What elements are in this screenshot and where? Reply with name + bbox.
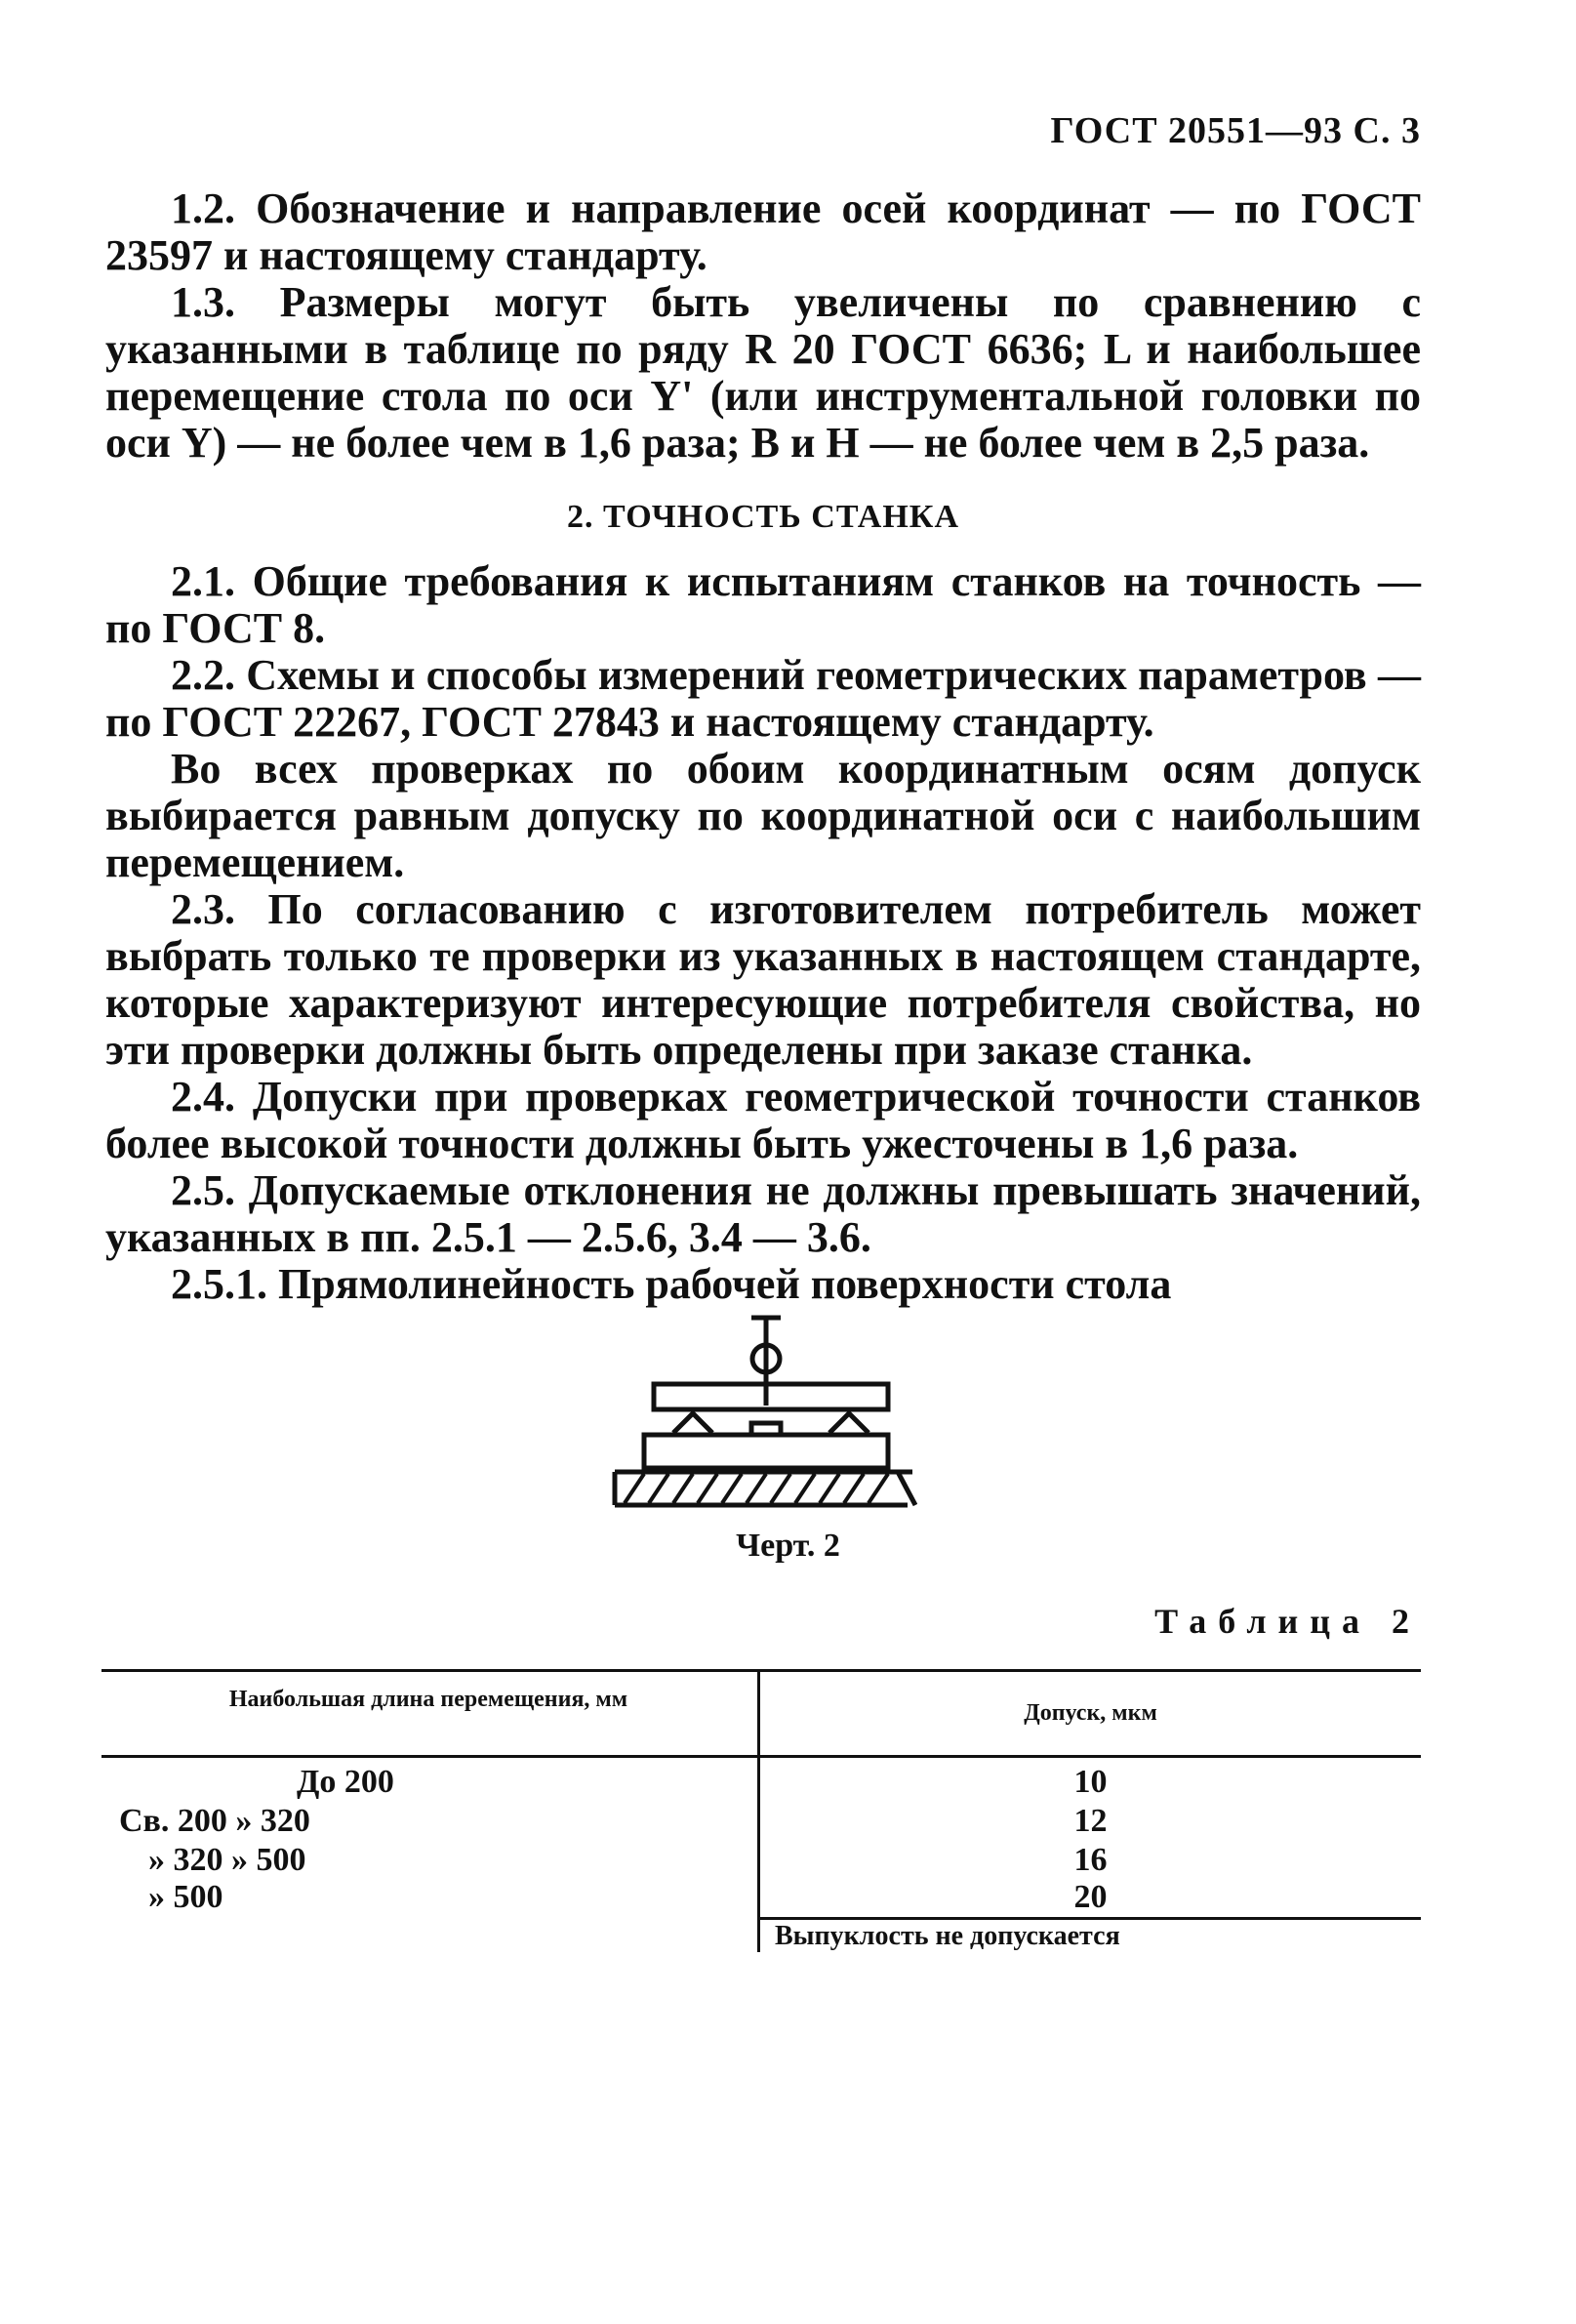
- page-header: ГОСТ 20551—93 С. 3: [1050, 110, 1421, 151]
- paragraph-2-2-continued: Во всех проверках по обоим координатным осям допуск выбирается равным допуску по координатной оси с наибольшим перемещением.: [105, 745, 1421, 886]
- tolerance-table: [101, 1669, 1421, 1962]
- paragraph-2-5-1: 2.5.1. Прямолинейность рабочей поверхности стола: [171, 1260, 1172, 1308]
- header-length: Наибольшая длина перемещения, мм: [228, 1687, 628, 1712]
- paragraph-1-3: 1.3. Размеры могут быть увеличены по сравнению с указанными в таблице по ряду R 20 ГОСТ 6636; L и наибольшее перемещение стола по оси Y' (или инструментальной головки по оси Y) — не более чем в 1,6 раза; B и H — не более чем в 2,5 раза.: [105, 278, 1421, 467]
- level-on-table-diagram-icon: [605, 1308, 917, 1523]
- table-row: 20: [1073, 1879, 1108, 1915]
- figure-caption: Черт. 2: [736, 1528, 840, 1564]
- body-text: [105, 185, 1421, 1308]
- table-row: 10: [1073, 1764, 1108, 1800]
- paragraph-2-1: 2.1. Общие требования к испытаниям станков на точность — по ГОСТ 8.: [105, 557, 1421, 652]
- header-tolerance: Допуск, мкм: [1024, 1700, 1157, 1726]
- table-row: » 500: [148, 1879, 223, 1915]
- table-top-rule: [101, 1669, 1421, 1672]
- table-label: Таблица 2: [1154, 1602, 1421, 1641]
- table-note-rule: [760, 1917, 1421, 1920]
- table-row: 16: [1073, 1842, 1108, 1878]
- paragraph-2-5: 2.5. Допускаемые отклонения не должны превышать значений, указанных в пп. 2.5.1 — 2.5.6, 3.4 — 3.6.: [105, 1166, 1421, 1261]
- paragraph-2-4: 2.4. Допуски при проверках геометрической точности станков более высокой точности должны быть ужесточены в 1,6 раза.: [105, 1073, 1421, 1167]
- table-row: » 320 » 500: [148, 1842, 306, 1878]
- paragraph-1-2: 1.2. Обозначение и направление осей координат — по ГОСТ 23597 и настоящему стандарту.: [105, 184, 1421, 279]
- paragraph-2-3: 2.3. По согласованию с изготовителем потребитель может выбрать только те проверки из указанных в настоящем стандарте, которые характеризуют интересующие потребителя свойства, но эти проверки должны быть определены при заказе станка.: [105, 885, 1421, 1074]
- table-note: Выпуклость не допускается: [775, 1921, 1120, 1951]
- table-row: До 200: [297, 1764, 394, 1800]
- table-header-rule: [101, 1755, 1421, 1758]
- paragraph-2-2: 2.2. Схемы и способы измерений геометрических параметров — по ГОСТ 22267, ГОСТ 27843 и настоящему стандарту.: [105, 651, 1421, 746]
- table-row: 12: [1073, 1803, 1108, 1839]
- section-title: 2. ТОЧНОСТЬ СТАНКА: [566, 499, 960, 535]
- table-row: Св. 200 » 320: [119, 1803, 310, 1839]
